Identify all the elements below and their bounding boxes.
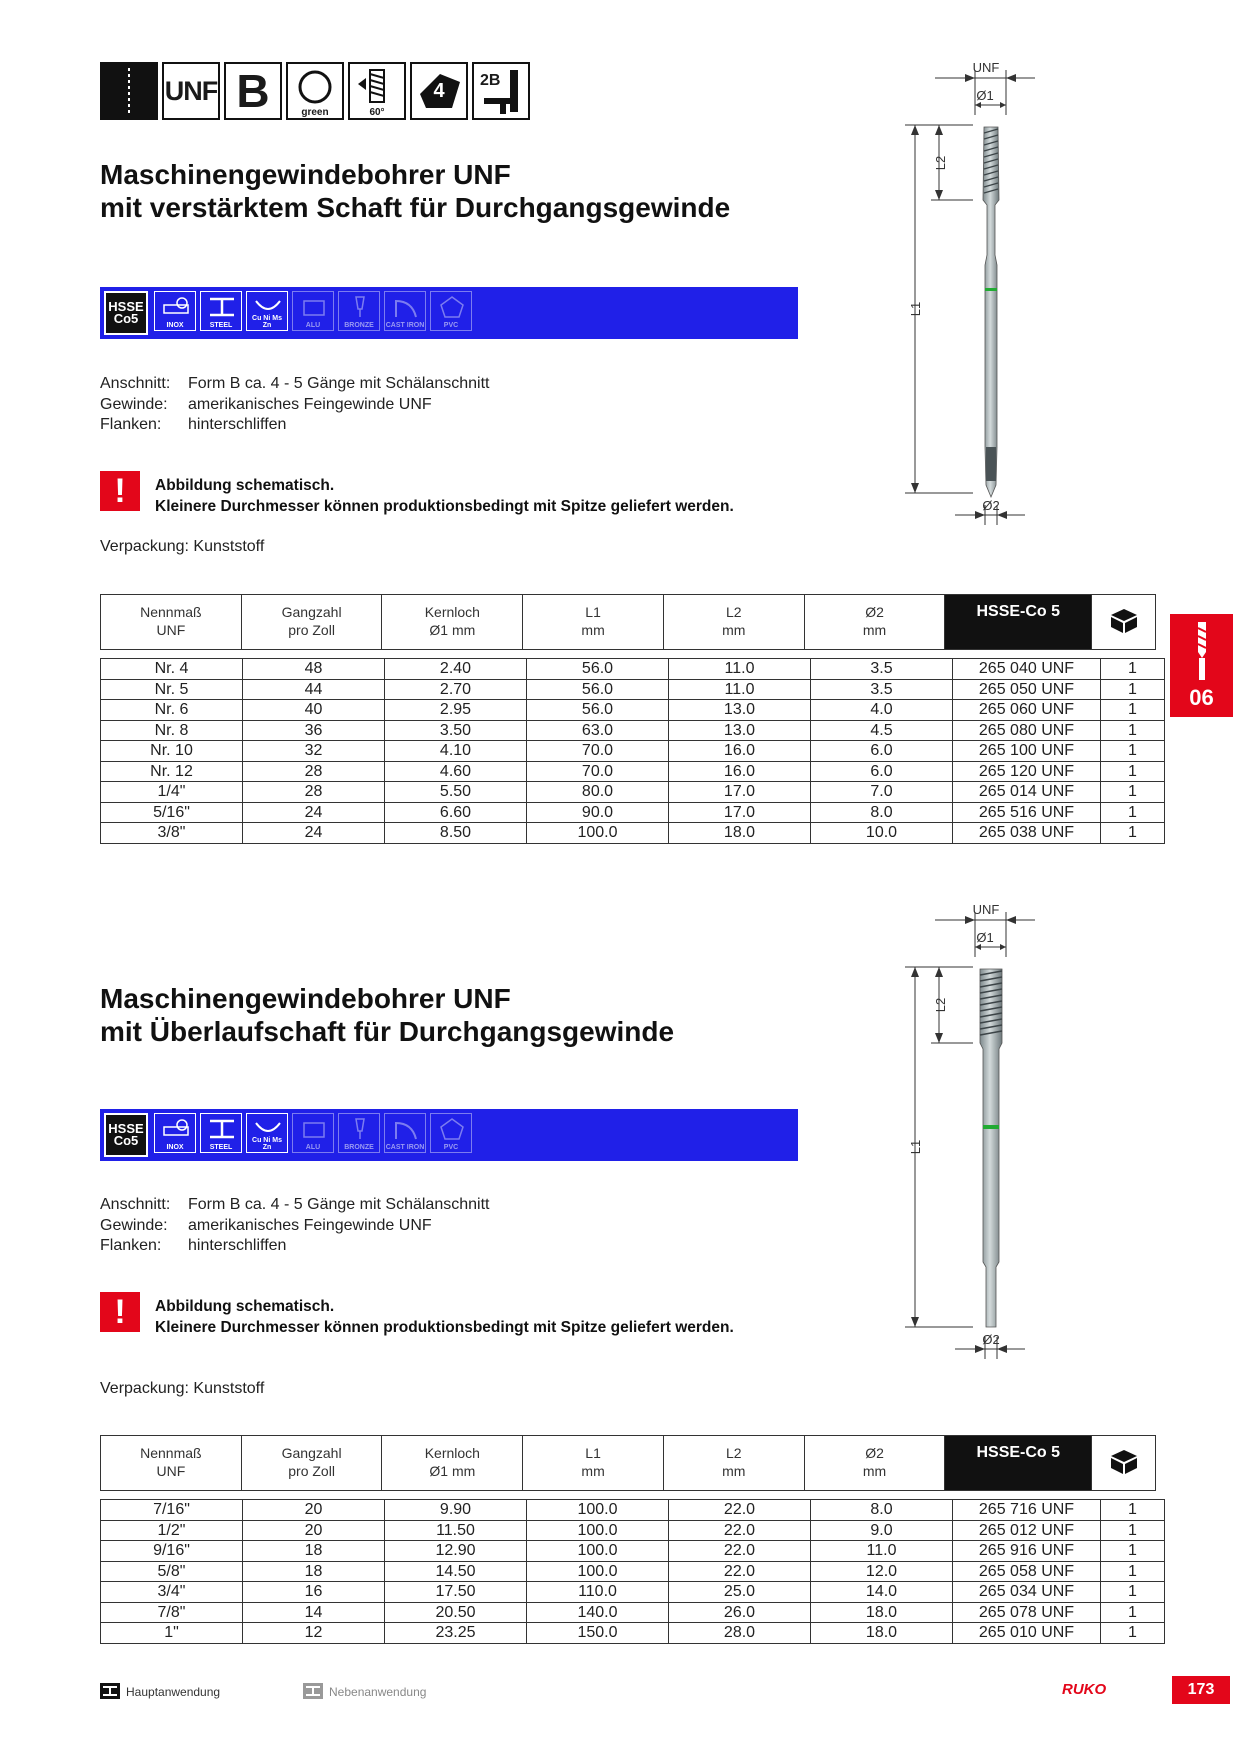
- table-cell: 25.0: [669, 1582, 811, 1603]
- bronze-icon: [346, 295, 374, 319]
- table-cell: 16.0: [669, 761, 811, 782]
- table-cell: 12.0: [811, 1561, 953, 1582]
- dim-label-l1: L1: [908, 301, 923, 317]
- cast-iron-icon: [392, 1117, 420, 1141]
- table-cell: 3.50: [385, 720, 527, 741]
- feature-icons: [100, 62, 530, 124]
- material-pvc: PVC: [430, 291, 472, 331]
- table-cell: 1: [1101, 659, 1165, 680]
- table-cell: 2.70: [385, 679, 527, 700]
- table-cell: 6.60: [385, 802, 527, 823]
- table-cell: 1: [1101, 1561, 1165, 1582]
- col-header-hsse-co5: HSSE-Co 5: [945, 1436, 1092, 1490]
- table-cell: 63.0: [527, 720, 669, 741]
- table-cell: 22.0: [669, 1520, 811, 1541]
- col-header: Nennmaß UNF: [101, 1436, 242, 1490]
- primary-application-icon: [100, 1683, 120, 1699]
- section-2-specs: [100, 1195, 489, 1257]
- thread-angle-icon: 60°: [348, 62, 406, 120]
- dim-label-d1: Ø1: [976, 930, 994, 945]
- dim-label-d2: Ø2: [982, 498, 1000, 513]
- table-cell: 265 058 UNF: [953, 1561, 1101, 1582]
- table-cell: 11.0: [669, 659, 811, 680]
- col-header: Nennmaß UNF: [101, 595, 242, 649]
- table-2-header: [100, 1435, 1156, 1491]
- table-cell: 17.50: [385, 1582, 527, 1603]
- table-cell: 23.25: [385, 1623, 527, 1644]
- table-cell: 1: [1101, 1541, 1165, 1562]
- table-cell: 18: [243, 1541, 385, 1562]
- dim-label-unf: UNF: [972, 902, 1000, 917]
- col-header: L2 mm: [664, 595, 805, 649]
- table-cell: 9.90: [385, 1500, 527, 1521]
- table-row: [101, 782, 1165, 803]
- table-cell: 1: [1101, 741, 1165, 762]
- table-cell: 100.0: [527, 1541, 669, 1562]
- table-cell: 14.0: [811, 1582, 953, 1603]
- material-inox: INOX: [154, 1113, 196, 1153]
- table-cell: 3/8": [101, 823, 243, 844]
- table-cell: 10.0: [811, 823, 953, 844]
- table-row: [101, 823, 1165, 844]
- table-cell: 2.40: [385, 659, 527, 680]
- table-cell: 56.0: [527, 700, 669, 721]
- table-cell: 14.50: [385, 1561, 527, 1582]
- col-header: Ø2 mm: [805, 1436, 946, 1490]
- flute-count-icon: 4: [410, 62, 468, 120]
- table-cell: 17.0: [669, 802, 811, 823]
- table-cell: 8.0: [811, 802, 953, 823]
- material-cast-iron: CAST IRON: [384, 291, 426, 331]
- pvc-icon: [438, 1117, 466, 1141]
- table-1-header: [100, 594, 1156, 650]
- table-cell: 22.0: [669, 1500, 811, 1521]
- warning-icon: !: [100, 471, 140, 511]
- table-cell: 80.0: [527, 782, 669, 803]
- table-cell: 150.0: [527, 1623, 669, 1644]
- table-cell: 56.0: [527, 659, 669, 680]
- table-cell: 7/16": [101, 1500, 243, 1521]
- table-cell: 13.0: [669, 720, 811, 741]
- table-cell: 26.0: [669, 1602, 811, 1623]
- table-cell: 24: [243, 802, 385, 823]
- table-cell: 100.0: [527, 1520, 669, 1541]
- table-cell: 1: [1101, 679, 1165, 700]
- warning-text: Abbildung schematisch. Kleinere Durchmesser können produktionsbedingt mit Spitze geliefert werden.: [155, 1298, 734, 1336]
- table-cell: 56.0: [527, 679, 669, 700]
- hsse-co5-badge: HSSE Co5: [104, 1113, 148, 1157]
- table-cell: 1: [1101, 700, 1165, 721]
- page-number: 173: [1172, 1676, 1230, 1704]
- table-cell: 100.0: [527, 823, 669, 844]
- table-row: [101, 1602, 1165, 1623]
- table-cell: 1: [1101, 802, 1165, 823]
- table-cell: 24: [243, 823, 385, 844]
- table-row: [101, 741, 1165, 762]
- table-cell: 9/16": [101, 1541, 243, 1562]
- table-cell: 3/4": [101, 1582, 243, 1603]
- col-header: Gangzahl pro Zoll: [242, 595, 383, 649]
- table-cell: 11.0: [811, 1541, 953, 1562]
- package-box-icon: [1107, 605, 1141, 635]
- table-cell: 28: [243, 761, 385, 782]
- dim-label-d1: Ø1: [976, 88, 994, 103]
- steel-beam-icon: [208, 1117, 236, 1141]
- material-cu-ni-ms-zn: Cu Ni Ms Zn: [246, 1113, 288, 1153]
- table-cell: 265 716 UNF: [953, 1500, 1101, 1521]
- table-row: [101, 1500, 1165, 1521]
- table-cell: 1": [101, 1623, 243, 1644]
- table-cell: Nr. 4: [101, 659, 243, 680]
- col-header-pack: [1092, 1436, 1155, 1490]
- materials-bar: [100, 1109, 798, 1161]
- spec-row: Flanken: hinterschliffen: [100, 1237, 287, 1254]
- material-cu-ni-ms-zn: Cu Ni Ms Zn: [246, 291, 288, 331]
- table-row: [101, 802, 1165, 823]
- table-cell: Nr. 5: [101, 679, 243, 700]
- table-cell: 8.0: [811, 1500, 953, 1521]
- table-cell: 7/8": [101, 1602, 243, 1623]
- table-cell: 265 012 UNF: [953, 1520, 1101, 1541]
- packaging-note: Verpackung: Kunststoff: [100, 538, 265, 555]
- table-cell: 1: [1101, 1602, 1165, 1623]
- table-cell: 6.0: [811, 761, 953, 782]
- title-line-1: Maschinengewindebohrer UNF: [100, 983, 511, 1014]
- section-1-title: [100, 158, 730, 224]
- material-cast-iron: CAST IRON: [384, 1113, 426, 1153]
- table-cell: 22.0: [669, 1561, 811, 1582]
- primary-application-label: Hauptanwendung: [126, 1685, 221, 1699]
- table-cell: 28.0: [669, 1623, 811, 1644]
- table-cell: 1: [1101, 823, 1165, 844]
- table-cell: 28: [243, 782, 385, 803]
- table-cell: 1: [1101, 720, 1165, 741]
- section-2-title: [100, 982, 674, 1048]
- section-1-specs: [100, 374, 489, 436]
- table-row: [101, 1541, 1165, 1562]
- material-bronze: BRONZE: [338, 1113, 380, 1153]
- table-cell: 265 034 UNF: [953, 1582, 1101, 1603]
- table-row: [101, 761, 1165, 782]
- table-cell: 7.0: [811, 782, 953, 803]
- table-cell: 36: [243, 720, 385, 741]
- table-row: [101, 700, 1165, 721]
- table-cell: 1: [1101, 1520, 1165, 1541]
- col-header: Ø2 mm: [805, 595, 946, 649]
- steel-beam-icon: [208, 295, 236, 319]
- material-alu: ALU: [292, 1113, 334, 1153]
- title-line-2: mit Überlaufschaft für Durchgangsgewinde: [100, 1016, 675, 1047]
- table-cell: 14: [243, 1602, 385, 1623]
- table-cell: 6.0: [811, 741, 953, 762]
- table-cell: 16: [243, 1582, 385, 1603]
- table-cell: 265 060 UNF: [953, 700, 1101, 721]
- table-cell: 3.5: [811, 679, 953, 700]
- material-pvc: PVC: [430, 1113, 472, 1153]
- table-cell: 20.50: [385, 1602, 527, 1623]
- chamfer-form-badge: B: [224, 62, 282, 120]
- material-inox: INOX: [154, 291, 196, 331]
- table-cell: Nr. 10: [101, 741, 243, 762]
- table-cell: 44: [243, 679, 385, 700]
- thread-type-badge: UNF: [162, 62, 220, 120]
- table-cell: 40: [243, 700, 385, 721]
- col-header: Kernloch Ø1 mm: [382, 1436, 523, 1490]
- table-cell: 5/16": [101, 802, 243, 823]
- table-cell: 70.0: [527, 761, 669, 782]
- warning-icon: !: [100, 1292, 140, 1332]
- material-alu: ALU: [292, 291, 334, 331]
- table-cell: 11.50: [385, 1520, 527, 1541]
- col-header: L2 mm: [664, 1436, 805, 1490]
- table-cell: 5.50: [385, 782, 527, 803]
- table-cell: 90.0: [527, 802, 669, 823]
- table-cell: 265 038 UNF: [953, 823, 1101, 844]
- table-cell: 265 100 UNF: [953, 741, 1101, 762]
- title-line-2: mit verstärktem Schaft für Durchgangsgewinde: [100, 192, 731, 223]
- table-cell: 8.50: [385, 823, 527, 844]
- chapter-number: 06: [1189, 685, 1214, 710]
- table-cell: 1/4": [101, 782, 243, 803]
- table-cell: 265 120 UNF: [953, 761, 1101, 782]
- col-header-pack: [1092, 595, 1155, 649]
- table-cell: 1: [1101, 782, 1165, 803]
- table-1: [100, 658, 1165, 844]
- secondary-application-label: Nebenanwendung: [329, 1685, 427, 1699]
- spec-row: Flanken: hinterschliffen: [100, 416, 287, 433]
- table-cell: 22.0: [669, 1541, 811, 1562]
- table-row: [101, 1623, 1165, 1644]
- straight-flute-icon: [100, 62, 158, 120]
- table-row: [101, 679, 1165, 700]
- table-cell: 2.95: [385, 700, 527, 721]
- coating-icon: green: [286, 62, 344, 120]
- col-header: Kernloch Ø1 mm: [382, 595, 523, 649]
- tap-drawing-2: [895, 897, 1055, 1367]
- cast-iron-icon: [392, 295, 420, 319]
- table-cell: 265 516 UNF: [953, 802, 1101, 823]
- col-header: Gangzahl pro Zoll: [242, 1436, 383, 1490]
- table-cell: 16.0: [669, 741, 811, 762]
- table-row: [101, 1520, 1165, 1541]
- table-cell: 4.0: [811, 700, 953, 721]
- table-cell: 265 010 UNF: [953, 1623, 1101, 1644]
- table-cell: 18.0: [811, 1602, 953, 1623]
- dim-label-l2: L2: [933, 155, 948, 171]
- materials-bar: [100, 287, 798, 339]
- dim-label-l2: L2: [933, 997, 948, 1013]
- tolerance-icon: 2B: [472, 62, 530, 120]
- table-cell: 11.0: [669, 679, 811, 700]
- table-cell: 140.0: [527, 1602, 669, 1623]
- spec-row: Anschnitt: Form B ca. 4 - 5 Gänge mit Schälanschnitt: [100, 1196, 490, 1213]
- table-cell: 1: [1101, 761, 1165, 782]
- table-cell: 12.90: [385, 1541, 527, 1562]
- table-cell: Nr. 12: [101, 761, 243, 782]
- packaging-note: Verpackung: Kunststoff: [100, 1380, 265, 1397]
- inox-icon: [162, 1117, 190, 1141]
- table-2: [100, 1499, 1165, 1644]
- table-cell: 265 916 UNF: [953, 1541, 1101, 1562]
- table-cell: 4.5: [811, 720, 953, 741]
- table-cell: 265 014 UNF: [953, 782, 1101, 803]
- table-cell: 100.0: [527, 1500, 669, 1521]
- spec-row: Gewinde: amerikanisches Feingewinde UNF: [100, 395, 432, 413]
- table-cell: 9.0: [811, 1520, 953, 1541]
- dim-label-unf: UNF: [972, 60, 1000, 75]
- col-header: L1 mm: [523, 595, 664, 649]
- table-cell: 3.5: [811, 659, 953, 680]
- table-cell: 265 050 UNF: [953, 679, 1101, 700]
- drill-icon: [1192, 622, 1212, 680]
- material-bronze: BRONZE: [338, 291, 380, 331]
- table-cell: 4.10: [385, 741, 527, 762]
- table-cell: 70.0: [527, 741, 669, 762]
- brand-logo: RUKO: [1062, 1681, 1107, 1698]
- table-cell: 5/8": [101, 1561, 243, 1582]
- table-cell: 265 080 UNF: [953, 720, 1101, 741]
- table-cell: 13.0: [669, 700, 811, 721]
- table-cell: 1: [1101, 1623, 1165, 1644]
- hsse-co5-badge: HSSE Co5: [104, 291, 148, 335]
- table-cell: 48: [243, 659, 385, 680]
- col-header-hsse-co5: HSSE-Co 5: [945, 595, 1092, 649]
- table-cell: 265 040 UNF: [953, 659, 1101, 680]
- table-cell: 12: [243, 1623, 385, 1644]
- table-row: [101, 659, 1165, 680]
- tap-drawing-1: [895, 55, 1055, 525]
- chapter-tab[interactable]: [1170, 614, 1233, 717]
- table-cell: Nr. 8: [101, 720, 243, 741]
- table-cell: 1: [1101, 1582, 1165, 1603]
- title-line-1: Maschinengewindebohrer UNF: [100, 159, 511, 190]
- table-cell: 100.0: [527, 1561, 669, 1582]
- dim-label-l1: L1: [908, 1139, 923, 1155]
- material-steel: STEEL: [200, 1113, 242, 1153]
- dim-label-d2: Ø2: [982, 1332, 1000, 1347]
- table-cell: 265 078 UNF: [953, 1602, 1101, 1623]
- table-cell: 1: [1101, 1500, 1165, 1521]
- table-row: [101, 1561, 1165, 1582]
- table-cell: 4.60: [385, 761, 527, 782]
- pvc-icon: [438, 295, 466, 319]
- table-row: [101, 1582, 1165, 1603]
- table-cell: 17.0: [669, 782, 811, 803]
- table-cell: 20: [243, 1500, 385, 1521]
- spec-row: Anschnitt: Form B ca. 4 - 5 Gänge mit Schälanschnitt: [100, 375, 490, 392]
- bronze-icon: [346, 1117, 374, 1141]
- table-cell: 18: [243, 1561, 385, 1582]
- table-cell: 18.0: [669, 823, 811, 844]
- alu-profile-icon: [300, 1117, 328, 1141]
- secondary-application-icon: [303, 1683, 323, 1699]
- table-cell: 1/2": [101, 1520, 243, 1541]
- col-header: L1 mm: [523, 1436, 664, 1490]
- inox-icon: [162, 295, 190, 319]
- table-cell: 20: [243, 1520, 385, 1541]
- table-cell: Nr. 6: [101, 700, 243, 721]
- package-box-icon: [1107, 1446, 1141, 1476]
- table-row: [101, 720, 1165, 741]
- table-cell: 18.0: [811, 1623, 953, 1644]
- table-cell: 32: [243, 741, 385, 762]
- warning-text: Abbildung schematisch. Kleinere Durchmesser können produktionsbedingt mit Spitze geliefert werden.: [155, 477, 734, 515]
- material-steel: STEEL: [200, 291, 242, 331]
- spec-row: Gewinde: amerikanisches Feingewinde UNF: [100, 1216, 432, 1234]
- alu-profile-icon: [300, 295, 328, 319]
- table-cell: 110.0: [527, 1582, 669, 1603]
